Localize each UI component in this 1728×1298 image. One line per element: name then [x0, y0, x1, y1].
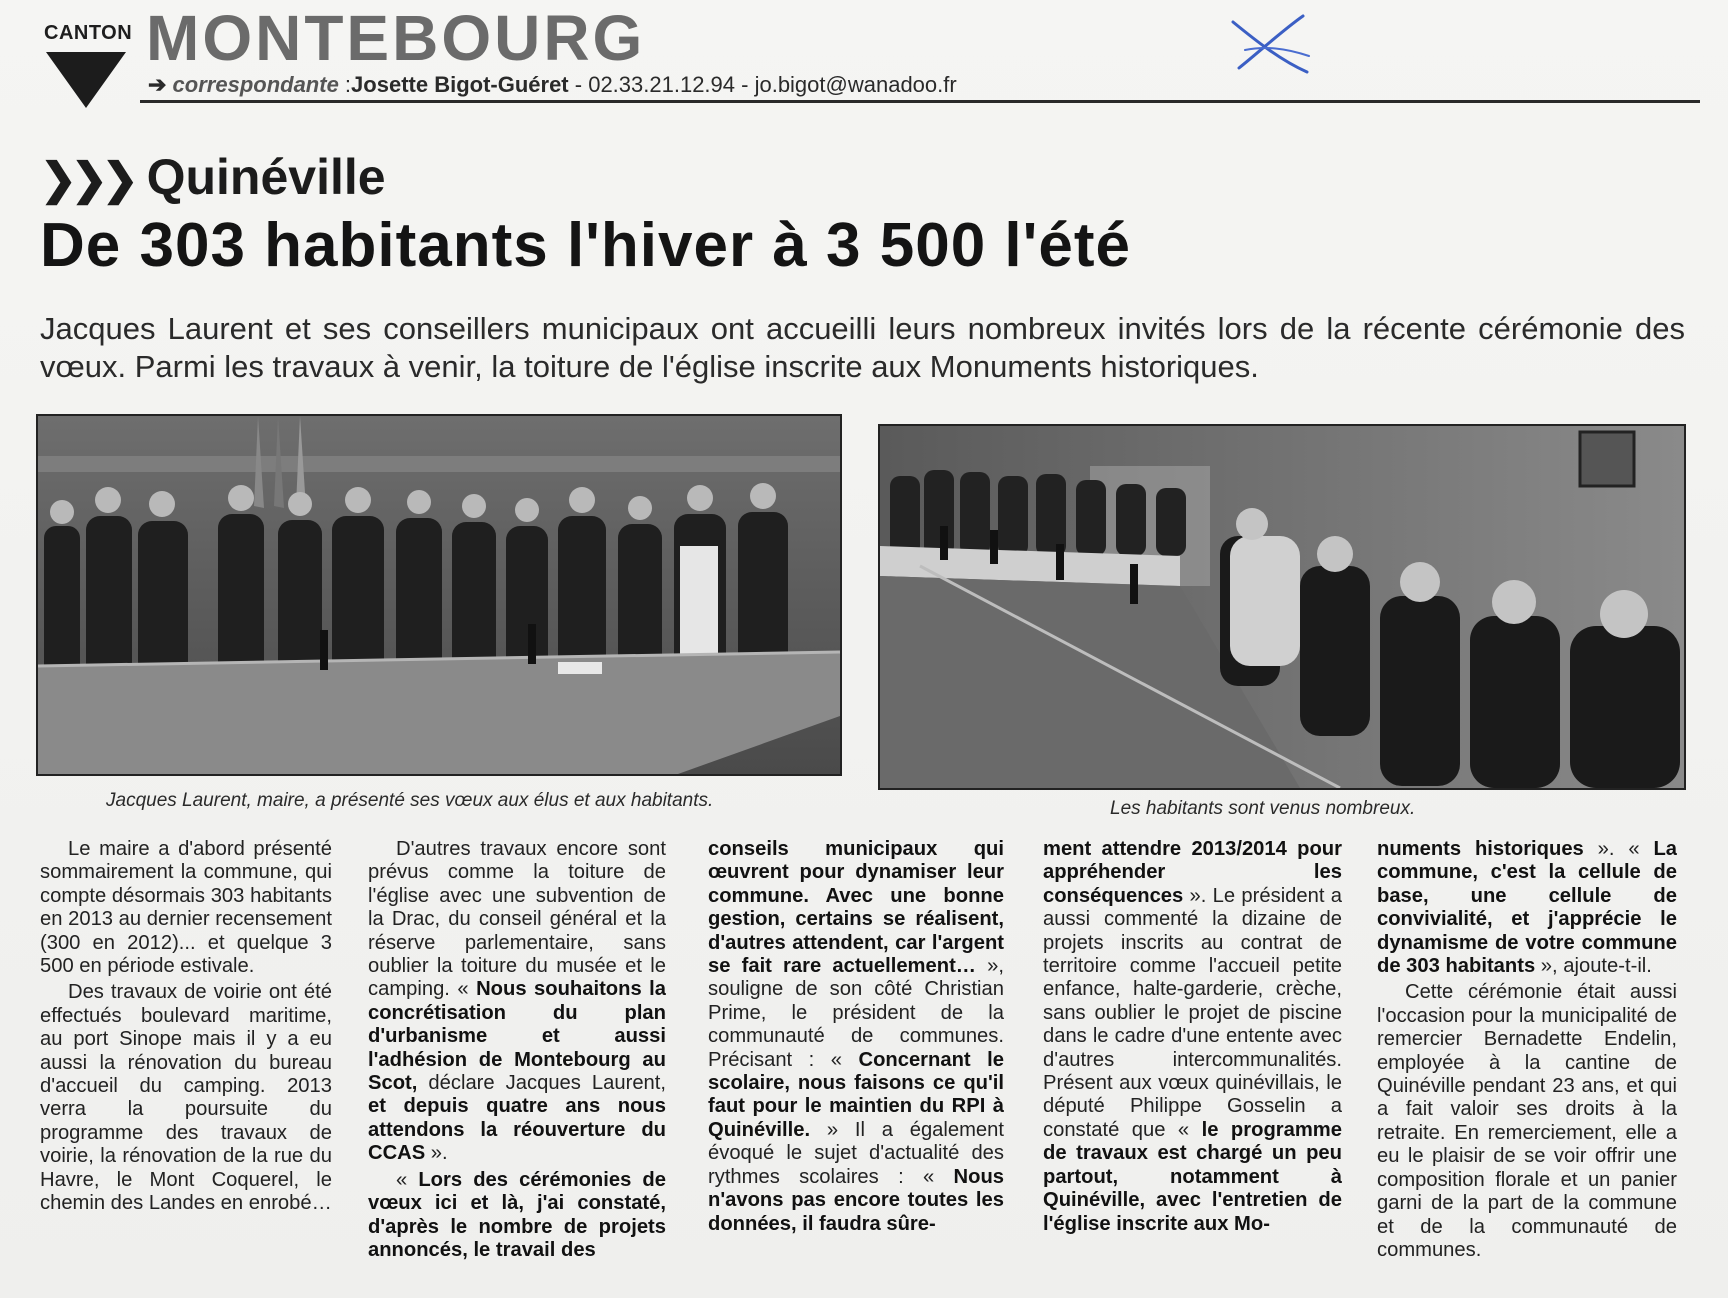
paragraph: [368, 838, 666, 1166]
text-run: » Il a également évoqué le sujet d'actualité des rythmes scolaires : «: [708, 1118, 1004, 1188]
article-column-2: [368, 838, 666, 1278]
paragraph: Le maire a d'abord présenté sommairement la commune, qui compte désormais 303 habitants en 2013 au dernier recensement (300 en 2012)... et quelque 3 500 en période estivale.: [40, 838, 332, 978]
quote-bold: Concernant le scolaire, nous faisons ce qu'il faut pour le maintien du RPI à Quinéville.: [708, 1048, 1004, 1141]
section-title: MONTEBOURG: [146, 2, 646, 74]
correspondent-name: Josette Bigot-Guéret: [351, 72, 569, 97]
correspondent-line: [148, 72, 957, 98]
paragraph: Cette cérémonie était aussi l'occasion pour la municipalité de remercier Bernadette Endelin, employée à la cantine de Quinéville pendant 23 ans, et qui a fait valoir ses droits à la retraite. En remerciement, elle a eu le plaisir de se voir offrir une composition florale et un panier garni de la part de la commune et de la communauté de communes.: [1377, 981, 1677, 1261]
separator-dash: -: [568, 72, 589, 97]
text-run: ».: [425, 1142, 448, 1165]
paragraph: [1377, 838, 1677, 978]
text-run: », souligne de son côté Christian Prime, le président de la communauté de communes. Précisant : «: [708, 955, 1004, 1071]
canton-label: CANTON: [44, 22, 133, 44]
arrow-right-icon: ➔: [148, 72, 173, 97]
separator-dash: -: [735, 72, 755, 97]
photo-caption-1: Jacques Laurent, maire, a présenté ses vœux aux élus et aux habitants.: [106, 790, 714, 811]
article-kicker: [40, 148, 386, 206]
chevrons-icon: ❯❯❯: [40, 155, 133, 204]
text-run: », ajoute-t-il.: [1535, 955, 1652, 978]
paragraph: Des travaux de voirie ont été effectués boulevard maritime, au port Sinope mais il y a eu aussi la rénovation du bureau d'accueil du camping. 2013 verra la poursuite du programme des travaux de voirie, la rénovation de la rue du Havre, le Mont Coquerel, le chemin des Landes en enrobé…: [40, 981, 332, 1215]
quote-bold: conseils municipaux qui œuvrent pour dynamiser leur commune. Avec une bonne gestion, certains se réalisent, d'autres attendent, car l'argent se fait rare actuellement…: [708, 838, 1004, 978]
photo-caption-2: Les habitants sont venus nombreux.: [1110, 798, 1416, 819]
article-column-5: [1377, 838, 1677, 1278]
quote-bold: le programme de travaux est chargé un peu partout, notamment à Quinéville, avec l'entretien de l'église inscrite aux Mo-: [1043, 1118, 1342, 1235]
paragraph: [708, 838, 1004, 1236]
correspondent-email: jo.bigot@wanadoo.fr: [754, 72, 957, 97]
article-column-1: [40, 838, 332, 1278]
correspondent-phone: 02.33.21.12.94: [588, 72, 736, 97]
quote-bold: et depuis quatre ans nous attendons la réouverture du CCAS: [368, 1095, 666, 1165]
article-headline: De 303 habitants l'hiver à 3 500 l'été: [40, 211, 1132, 280]
quote-bold: Lors des cérémonies de vœux ici et là, j'ai constaté, d'après le nombre de projets annoncés, le travail des: [368, 1168, 666, 1261]
text-run: déclare Jacques Laurent,: [417, 1072, 666, 1095]
separator-colon: :: [338, 72, 352, 97]
kicker-text: Quinéville: [146, 149, 386, 205]
paragraph: [1043, 838, 1342, 1236]
article-column-3: [708, 838, 1004, 1278]
quote-bold: numents historiques: [1377, 838, 1584, 860]
text-run: D'autres travaux encore sont prévus comme la toiture de l'église avec une subvention de la Drac, du conseil général et la réserve parlementaire, sans oublier la toiture du musée et le camping. «: [368, 838, 666, 1001]
quote-bold: La commune, c'est la cellule de base, une cellule de convivialité, et j'apprécie le dynamisme de votre commune de 303 habitants: [1377, 838, 1677, 978]
down-triangle-icon: [46, 52, 126, 108]
header-rule: [140, 100, 1700, 103]
photo-audience: [878, 424, 1686, 790]
photo-officials: [36, 414, 842, 776]
quote-bold: Nous n'avons pas encore toutes les données, il faudra sûre-: [708, 1165, 1004, 1235]
pen-cross-mark: [1225, 10, 1315, 80]
article-lead: Jacques Laurent et ses conseillers municipaux ont accueilli leurs nombreux invités lors de la récente cérémonie des vœux. Parmi les travaux à venir, la toiture de l'église inscrite aux Monuments historiques.: [40, 311, 1685, 384]
article-column-4: [1043, 838, 1342, 1278]
quote-bold: ment attendre 2013/2014 pour appréhender les conséquences: [1043, 838, 1342, 907]
quote-bold: Nous souhaitons la concrétisation du plan d'urbanisme et aussi l'adhésion de Montebourg au Scot,: [368, 978, 666, 1095]
paragraph: [368, 1169, 666, 1263]
text-run: ». Le président a aussi commenté la dizaine de projets inscrits au contrat de territoire comme l'accueil petite enfance, halte-garderie, crèche, sans oublier le projet de piscine dans le cadre d'une entente avec d'autres intercommunalités. Présent aux vœux quinévillais, le député Philippe Gosselin a constaté que «: [1043, 884, 1342, 1141]
text-run: ». «: [1583, 838, 1654, 860]
text-run: «: [396, 1168, 419, 1191]
correspondent-role: correspondante: [172, 72, 339, 97]
